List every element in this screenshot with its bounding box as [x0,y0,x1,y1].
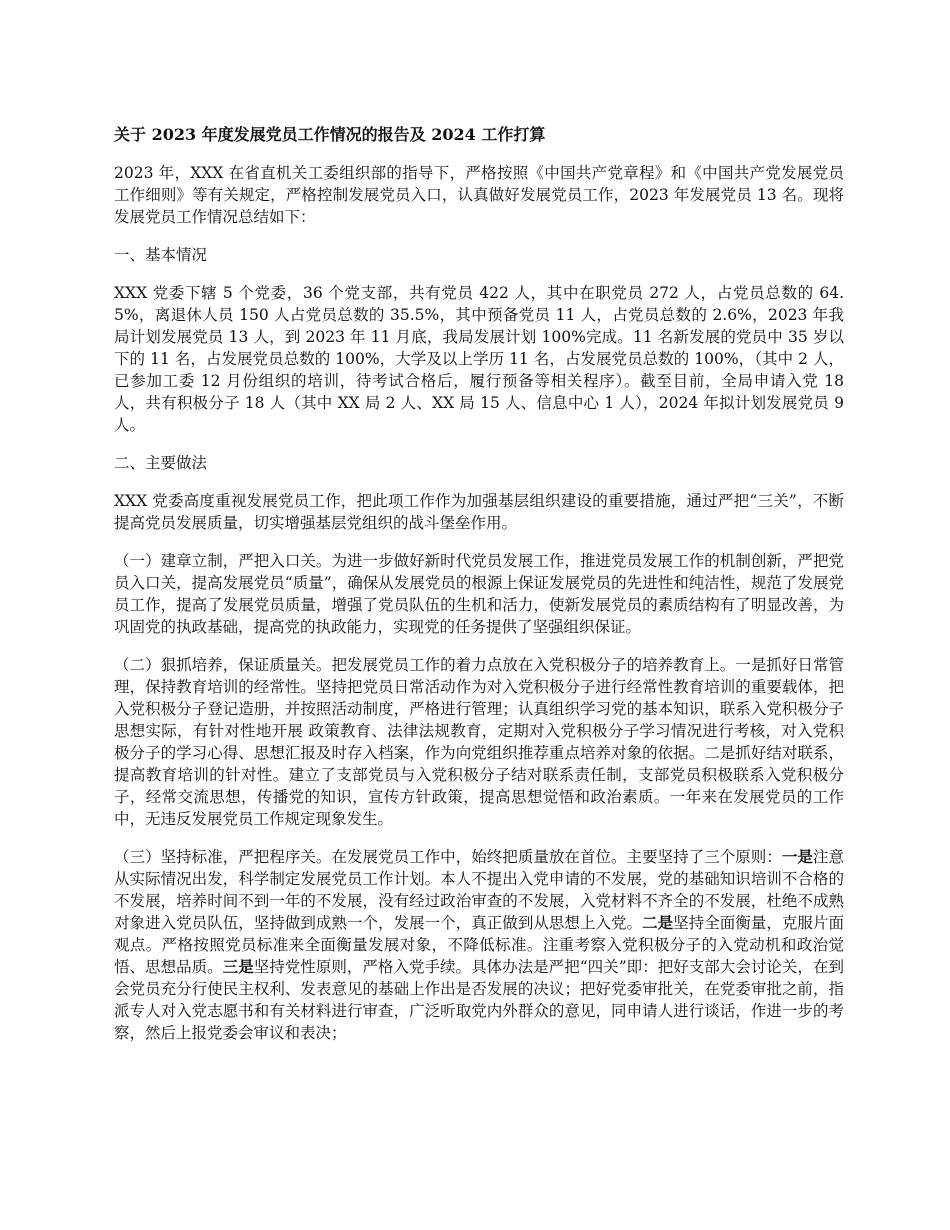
main-practices-intro-paragraph: XXX 党委高度重视发展党员工作，把此项工作作为加强基层组织建设的重要措施，通过严把“三关”，不断提高党员发展质量，切实增强基层党组织的战斗堡垒作用。 [114,492,844,532]
principle-3-text: 坚持党性原则，严格入党手续。具体办法是严把“四关”即：把好支部大会讨论关，在到会党员充分行使民主权利、发表意见的基础上作出是否发展的决议；把好党委审批关，在党委审批之前，指派专人对入党志愿书和有关材料进行审查，广泛听取党内外群众的意见，同申请人进行谈话，作进一步的考察，然后上报党委会审议和表决； [114,958,844,1042]
practice-item-2: （二）狠抓培养，保证质量关。把发展党员工作的着力点放在入党积极分子的培养教育上。一是抓好日常管理，保持教育培训的经常性。坚持把党员日常活动作为对入党积极分子进行经常性教育培训的重要载体，把入党积极分子登记造册，并按照活动制度，严格进行管理；认真组织学习党的基本知识，联系入党积极分子思想实际，有针对性地开展 政策教育、法律法规教育，定期对入党积极分子学习情况进行考核，对入党积极分子的学习心得、思想汇报及时存入档案，作为向党组织推荐重点培养对象的依据。二是抓好结对联系，提高教育培训的针对性。建立了支部党员与入党积极分子结对联系责任制，支部党员积极联系入党积极分子，经常交流思想，传播党的知识，宣传方针政策，提高思想觉悟和政治素质。一年来在发展党员的工作中，无违反发展党员工作规定现象发生。 [114,656,844,828]
practice-item-3-lead: （三）坚持标准，严把程序关。在发展党员工作中，始终把质量放在首位。主要坚持了三个原则： [114,848,782,866]
basic-situation-paragraph: XXX 党委下辖 5 个党委，36 个党支部，共有党员 422 人，其中在职党员 272 人，占党员总数的 64.5%，离退休人员 150 人占党员总数的 35.5%，其中预备党员 11 人，占党员总数的 2.6%，2023 年我局计划发展党员 13 人，到 2023 年 11 月底，我局发展计划 100%完成。11 名新发展的党员中 35 岁以下的 11 名，占发展党员总数的 100%，大学及以上学历 11 名，占发展党员总数的 100%，（其中 2 人，已参加工委 12 月份组织的培训，待考试合格后，履行预备等相关程序）。截至目前，全局申请入党 18 人，共有积极分子 18 人（其中 XX 局 2 人、XX 局 15 人、信息中心 1 人），2024 年拟计划发展党员 9 人。 [114,284,844,434]
principle-2-keyword: 二是 [642,913,674,932]
practice-item-1: （一）建章立制，严把入口关。为进一步做好新时代党员发展工作，推进党员发展工作的机制创新，严把党员入口关，提高发展党员“质量”，确保从发展党员的根源上保证发展党员的先进性和纯洁性，规范了发展党员工作，提高了发展党员质量，增强了党员队伍的生机和活力，使新发展党员的素质结构有了明显改善，为巩固党的执政基础，提高党的执政能力，实现党的任务提供了坚强组织保证。 [114,552,844,636]
section-heading-basic-situation: 一、基本情况 [114,246,208,264]
intro-paragraph: 2023 年，XXX 在省直机关工委组织部的指导下，严格按照《中国共产党章程》和《中国共产党发展党员工作细则》等有关规定，严格控制发展党员入口，认真做好发展党员工作，2023 年发展党员 13 名。现将发展党员工作情况总结如下： [114,164,844,226]
practice-item-3 [114,846,844,1044]
principle-3-keyword: 三是 [222,957,254,976]
document-page [114,124,844,1060]
principle-2-text: 坚持全面衡量，克服片面观点。严格按照党员标准来全面衡量发展对象，不降低标准。注重考察入党积极分子的入党动机和政治觉悟、思想品质。 [114,914,844,976]
document-title: 关于 2023 年度发展党员工作情况的报告及 2024 工作打算 [114,125,546,144]
section-heading-main-practices: 二、主要做法 [114,454,208,472]
principle-1-text: 注意从实际情况出发，科学制定发展党员工作计划。本人不提出入党申请的不发展，党的基础知识培训不合格的不发展，培养时间不到一年的不发展，没有经过政治审查的不发展，入党材料不齐全的不发展，杜绝不成熟对象进入党员队伍，坚持做到成熟一个，发展一个，真正做到从思想上入党。 [114,848,844,932]
principle-1-keyword: 一是 [781,847,813,866]
